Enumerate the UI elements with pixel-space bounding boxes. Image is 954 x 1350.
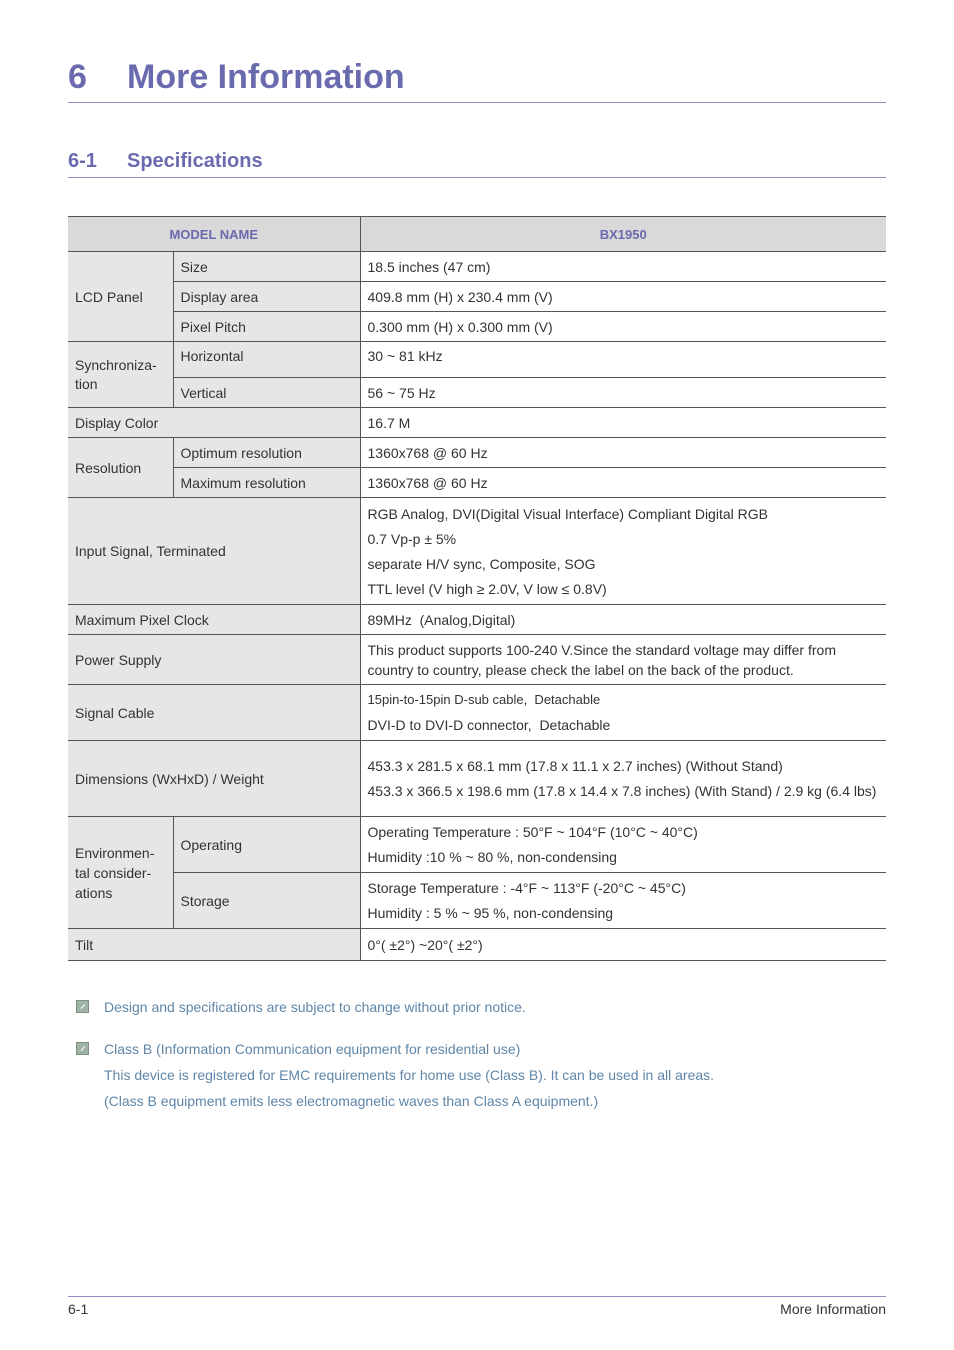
table-row <box>68 342 886 378</box>
dimensions-label: Dimensions (WxHxD) / Weight <box>68 741 360 817</box>
power-supply-label: Power Supply <box>68 635 360 685</box>
storage-value <box>360 873 886 929</box>
input-signal-line: 0.7 Vp-p ± 5% <box>367 530 457 547</box>
input-signal-line: RGB Analog, DVI(Digital Visual Interface) Compliant Digital RGB <box>367 505 768 522</box>
input-signal-label: Input Signal, Terminated <box>68 498 360 605</box>
display-color-label: Display Color <box>68 408 360 438</box>
table-row <box>68 408 886 438</box>
section-title: Specifications <box>127 150 263 172</box>
sync-label-line-1: Synchroniza- <box>75 356 157 373</box>
chapter-number: 6 <box>68 58 87 96</box>
environment-label-line: ations <box>75 884 113 901</box>
page-footer <box>68 1296 886 1321</box>
note-icon <box>76 1042 89 1055</box>
input-signal-value <box>360 498 886 605</box>
table-row <box>68 498 886 605</box>
table-row <box>68 252 886 282</box>
table-row <box>68 438 886 468</box>
input-signal-line: TTL level (V high ≥ 2.0V, V low ≤ 0.8V) <box>367 580 607 597</box>
note-text: Design and specifications are subject to change without prior notice. <box>104 999 526 1015</box>
pixel-pitch-value: 0.300 mm (H) x 0.300 mm (V) <box>360 312 886 342</box>
sync-label-line-2: tion <box>75 375 98 392</box>
lcd-panel-label: LCD Panel <box>68 252 173 342</box>
signal-cable-line: 15pin-to-15pin D-sub cable, Detachable <box>367 692 601 707</box>
model-value-header: BX1950 <box>360 217 886 252</box>
maximum-resolution-label: Maximum resolution <box>173 468 360 498</box>
dimensions-line: 453.3 x 366.5 x 198.6 mm (17.8 x 14.4 x 7.8 inches) (With Stand) / 2.9 kg (6.4 lbs) <box>367 782 877 799</box>
input-signal-line: separate H/V sync, Composite, SOG <box>367 555 596 572</box>
page-number: 6-1 <box>68 1301 89 1317</box>
note-text: This device is registered for EMC requirements for home use (Class B). It can be used in all areas. <box>104 1067 715 1083</box>
size-value: 18.5 inches (47 cm) <box>360 252 886 282</box>
table-row <box>68 312 886 342</box>
resolution-label: Resolution <box>68 438 173 498</box>
power-supply-value: This product supports 100-240 V.Since the standard voltage may differ from country to country, please check the label on the back of the product. <box>360 635 886 685</box>
maximum-resolution-value: 1360x768 @ 60 Hz <box>360 468 886 498</box>
dimensions-line: 453.3 x 281.5 x 68.1 mm (17.8 x 11.1 x 2.7 inches) (Without Stand) <box>367 757 783 774</box>
horizontal-value: 30 ~ 81 kHz <box>360 342 886 378</box>
storage-line: Storage Temperature : -4°F ~ 113°F (-20°C ~ 45°C) <box>367 880 686 896</box>
pixel-clock-label: Maximum Pixel Clock <box>68 605 360 635</box>
table-row <box>68 741 886 817</box>
display-area-label: Display area <box>173 282 360 312</box>
display-color-value: 16.7 M <box>360 408 886 438</box>
operating-line: Humidity :10 % ~ 80 %, non-condensing <box>367 849 617 865</box>
signal-cable-line: DVI-D to DVI-D connector, Detachable <box>367 717 611 733</box>
note-design-changes <box>76 999 876 1019</box>
chapter-heading <box>68 58 886 103</box>
specifications-table <box>68 216 886 961</box>
section-number: 6-1 <box>68 150 97 172</box>
table-row <box>68 873 886 929</box>
signal-cable-value <box>360 685 886 741</box>
section-heading <box>68 150 886 178</box>
size-label: Size <box>173 252 360 282</box>
environment-label-line: tal consider- <box>75 864 152 881</box>
operating-label: Operating <box>173 817 360 873</box>
pixel-pitch-label: Pixel Pitch <box>173 312 360 342</box>
sync-label <box>68 342 173 408</box>
table-header-row <box>68 217 886 252</box>
horizontal-label: Horizontal <box>173 342 360 378</box>
chapter-title: More Information <box>127 58 405 96</box>
operating-value <box>360 817 886 873</box>
note-text: (Class B equipment emits less electromagnetic waves than Class A equipment.) <box>104 1093 599 1109</box>
table-row <box>68 282 886 312</box>
table-row <box>68 468 886 498</box>
table-row <box>68 817 886 873</box>
tilt-value: 0°( ±2°) ~20°( ±2°) <box>360 929 886 961</box>
tilt-label: Tilt <box>68 929 360 961</box>
signal-cable-label: Signal Cable <box>68 685 360 741</box>
table-row <box>68 635 886 685</box>
pixel-clock-value: 89MHz (Analog,Digital) <box>360 605 886 635</box>
note-icon <box>76 1000 89 1013</box>
storage-line: Humidity : 5 % ~ 95 %, non-condensing <box>367 905 614 921</box>
vertical-value: 56 ~ 75 Hz <box>360 378 886 408</box>
table-row <box>68 685 886 741</box>
model-name-header: MODEL NAME <box>68 217 360 252</box>
footer-title: More Information <box>780 1301 886 1317</box>
dimensions-value <box>360 741 886 817</box>
table-row <box>68 929 886 961</box>
environment-label <box>68 817 173 929</box>
table-row <box>68 378 886 408</box>
note-text: Class B (Information Communication equipment for residential use) <box>104 1041 521 1057</box>
optimum-resolution-label: Optimum resolution <box>173 438 360 468</box>
optimum-resolution-value: 1360x768 @ 60 Hz <box>360 438 886 468</box>
note-class-b <box>76 1041 876 1113</box>
vertical-label: Vertical <box>173 378 360 408</box>
operating-line: Operating Temperature : 50°F ~ 104°F (10°C ~ 40°C) <box>367 824 698 840</box>
storage-label: Storage <box>173 873 360 929</box>
display-area-value: 409.8 mm (H) x 230.4 mm (V) <box>360 282 886 312</box>
table-row <box>68 605 886 635</box>
environment-label-line: Environmen- <box>75 844 155 861</box>
